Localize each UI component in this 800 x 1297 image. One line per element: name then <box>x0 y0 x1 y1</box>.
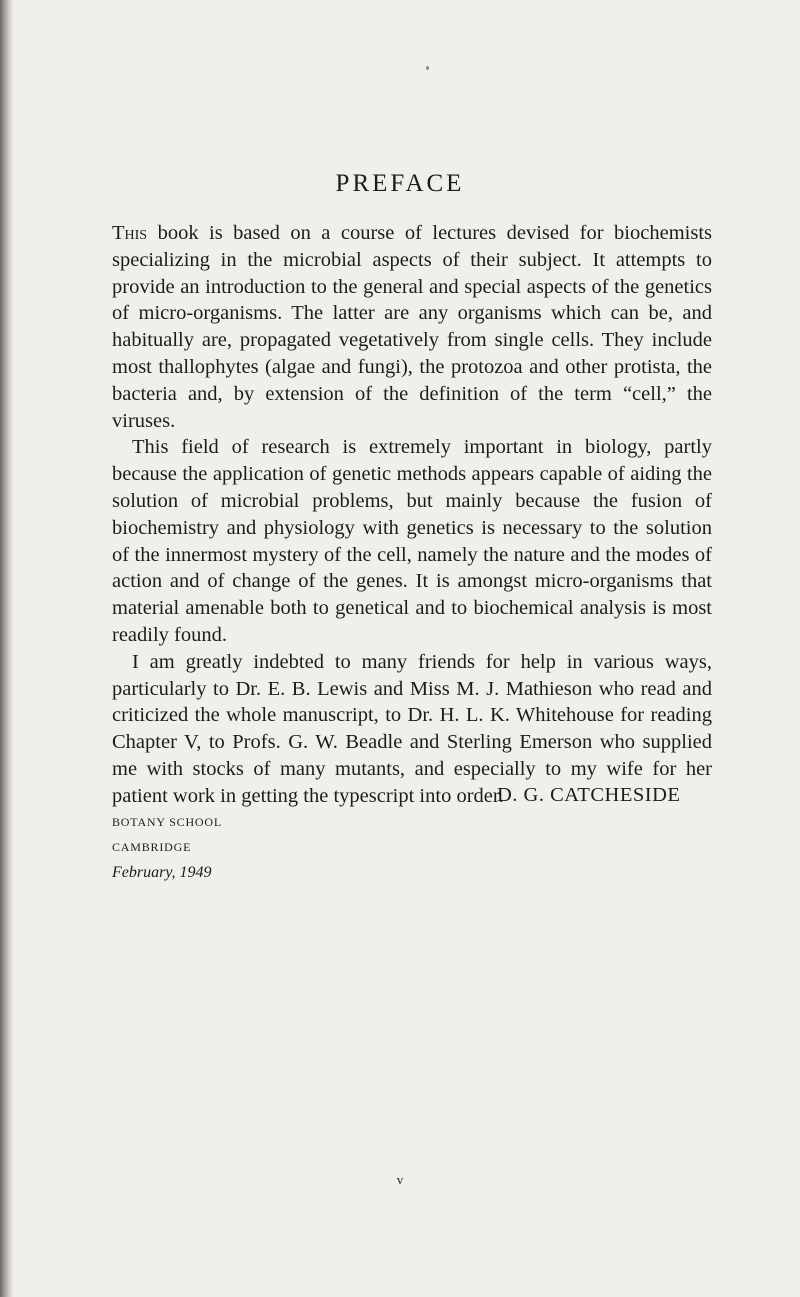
address-city: CAMBRIDGE <box>112 840 192 854</box>
paragraph-3: I am greatly indebted to many friends for help in various ways, particularly to Dr. E. B. Lewis and Miss M. J. Mathieson who read and criticized the whole manuscript, to Dr. H. L. K. Whitehouse for reading Chapter V, to Profs. G. W. Beadle and Sterling Emerson who supplied me with stocks of many mutants, and especially to my wife for her patient work in getting the typescript into order. <box>112 650 712 807</box>
author-address <box>112 810 222 885</box>
paragraph-1-lead-word: This <box>112 222 148 244</box>
preface-body <box>112 220 712 810</box>
address-date: February, 1949 <box>112 864 212 881</box>
paragraph-1-text: book is based on a course of lectures devised for biochemists specializing in the microbial aspects of their subject. It attempts to provide an introduction to the general and special aspects of the genetics of micro-organisms. The latter are any organisms which can be, and habitually are, propagated vegetatively from single cells. They include most thallophytes (algae and fungi), the protozoa and other protista, the bacteria and, by extension of the definition of the term “cell,” the viruses. <box>112 222 712 432</box>
paragraph-2: This field of research is extremely important in biology, partly because the application of genetic methods appears capable of aiding the solution of microbial problems, but mainly because the fusion of biochemistry and physiology with genetics is necessary to the solution of the innermost mystery of the cell, namely the nature and the modes of action and of change of the genes. It is amongst micro-organisms that material amenable both to genetical and to biochemical analysis is most readily found. <box>112 436 712 646</box>
author-signature: D. G. CATCHESIDE <box>497 784 681 806</box>
paragraph-1 <box>112 220 712 434</box>
address-institution: BOTANY SCHOOL <box>112 815 222 829</box>
page-number: v <box>396 1172 404 1187</box>
ink-speck <box>426 66 429 70</box>
page-title: PREFACE <box>335 170 465 197</box>
